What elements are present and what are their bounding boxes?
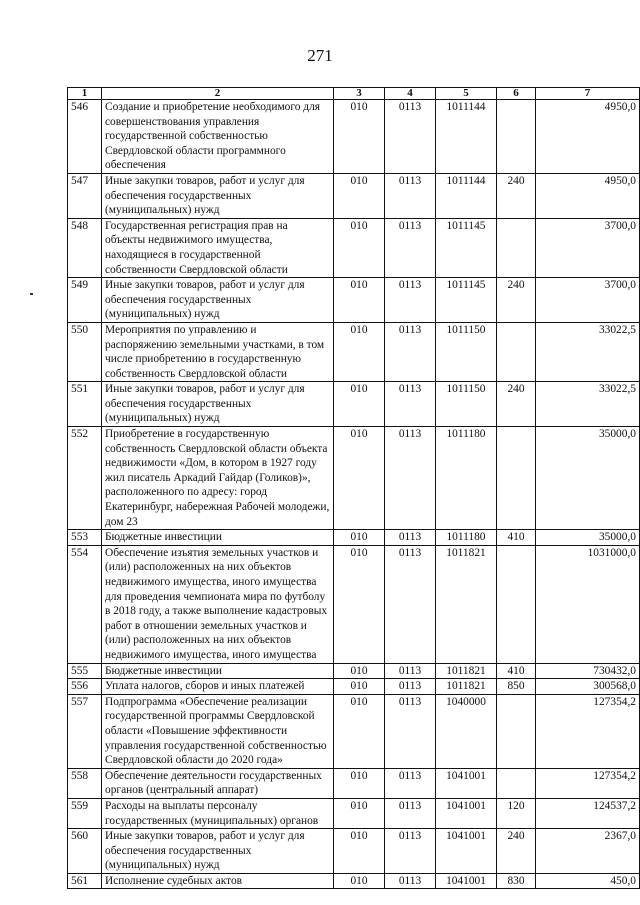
row-amount: 35000,0 xyxy=(536,427,640,530)
table-row xyxy=(68,382,640,427)
header-cell: 2 xyxy=(102,88,334,100)
row-amount: 127354,2 xyxy=(536,768,640,798)
row-code-3: 010 xyxy=(334,427,385,530)
row-code-4: 0113 xyxy=(385,322,436,381)
table-header-row xyxy=(68,88,640,100)
row-number: 548 xyxy=(68,218,102,277)
page-number: 271 xyxy=(307,46,333,65)
table-row xyxy=(68,322,640,381)
row-code-3: 010 xyxy=(334,798,385,828)
row-code-5: 1040000 xyxy=(436,694,497,768)
row-number: 557 xyxy=(68,694,102,768)
row-amount: 33022,5 xyxy=(536,322,640,381)
row-code-4: 0113 xyxy=(385,663,436,679)
row-code-5: 1011180 xyxy=(436,427,497,530)
row-code-4: 0113 xyxy=(385,873,436,889)
table-row xyxy=(68,829,640,874)
row-amount: 33022,5 xyxy=(536,382,640,427)
row-code-5: 1041001 xyxy=(436,829,497,874)
row-name: Бюджетные инвестиции xyxy=(102,530,334,546)
row-code-6 xyxy=(497,427,536,530)
row-name: Расходы на выплаты персоналу государственных (муниципальных) органов xyxy=(102,798,334,828)
row-code-6 xyxy=(497,218,536,277)
row-name: Приобретение в государственную собственность Свердловской области объекта недвижимости «Дом, в котором в 1927 году жил писатель Аркадий Гайдар (Голиков)», расположенного по адресу: город Екатеринбург, набережная Рабочей молодежи, дом 23 xyxy=(102,427,334,530)
header-cell: 7 xyxy=(536,88,640,100)
table-row xyxy=(68,545,640,663)
row-number: 560 xyxy=(68,829,102,874)
table-row xyxy=(68,798,640,828)
row-code-4: 0113 xyxy=(385,679,436,695)
header-cell: 6 xyxy=(497,88,536,100)
row-code-3: 010 xyxy=(334,278,385,323)
row-code-4: 0113 xyxy=(385,427,436,530)
table-row xyxy=(68,694,640,768)
row-code-6: 830 xyxy=(497,873,536,889)
row-code-6: 240 xyxy=(497,382,536,427)
row-code-4: 0113 xyxy=(385,829,436,874)
row-code-4: 0113 xyxy=(385,278,436,323)
row-number: 546 xyxy=(68,100,102,174)
table-row xyxy=(68,873,640,889)
row-code-6: 850 xyxy=(497,679,536,695)
row-name: Исполнение судебных актов xyxy=(102,873,334,889)
row-name: Обеспечение изъятия земельных участков и (или) расположенных на них объектов недвижимого имущества, иного имущества для проведения чемпионата мира по футболу в 2018 году, а также выполнение кадастровых работ в отношении земельных участков и (или) расположенных на них объектов недвижимого имущества, иного имущества xyxy=(102,545,334,663)
row-number: 551 xyxy=(68,382,102,427)
table-row xyxy=(68,663,640,679)
row-name: Иные закупки товаров, работ и услуг для обеспечения государственных (муниципальных) нужд xyxy=(102,278,334,323)
row-code-4: 0113 xyxy=(385,100,436,174)
row-number: 555 xyxy=(68,663,102,679)
row-code-5: 1011821 xyxy=(436,545,497,663)
row-code-4: 0113 xyxy=(385,768,436,798)
row-amount: 4950,0 xyxy=(536,100,640,174)
row-number: 554 xyxy=(68,545,102,663)
row-amount: 4950,0 xyxy=(536,173,640,218)
row-code-3: 010 xyxy=(334,663,385,679)
row-code-3: 010 xyxy=(334,829,385,874)
row-name: Уплата налогов, сборов и иных платежей xyxy=(102,679,334,695)
row-code-6 xyxy=(497,545,536,663)
row-code-5: 1041001 xyxy=(436,768,497,798)
row-amount: 2367,0 xyxy=(536,829,640,874)
row-code-6: 410 xyxy=(497,530,536,546)
row-amount: 3700,0 xyxy=(536,218,640,277)
row-name: Бюджетные инвестиции xyxy=(102,663,334,679)
table-row xyxy=(68,679,640,695)
row-name: Подпрограмма «Обеспечение реализации государственной программы Свердловской области «Повышение эффективности управления государственной собственностью Свердловской области до 2020 года» xyxy=(102,694,334,768)
row-code-4: 0113 xyxy=(385,218,436,277)
row-code-4: 0113 xyxy=(385,173,436,218)
scan-mark xyxy=(30,293,33,295)
table-row xyxy=(68,278,640,323)
row-code-6: 240 xyxy=(497,829,536,874)
header-cell: 4 xyxy=(385,88,436,100)
row-amount: 450,0 xyxy=(536,873,640,889)
row-code-5: 1011150 xyxy=(436,382,497,427)
row-amount: 127354,2 xyxy=(536,694,640,768)
row-code-4: 0113 xyxy=(385,694,436,768)
row-number: 558 xyxy=(68,768,102,798)
row-number: 559 xyxy=(68,798,102,828)
row-number: 556 xyxy=(68,679,102,695)
row-amount: 300568,0 xyxy=(536,679,640,695)
row-code-6 xyxy=(497,768,536,798)
row-code-5: 1011821 xyxy=(436,679,497,695)
row-code-5: 1011145 xyxy=(436,278,497,323)
row-amount: 124537,2 xyxy=(536,798,640,828)
row-number: 553 xyxy=(68,530,102,546)
row-code-5: 1041001 xyxy=(436,873,497,889)
table-row xyxy=(68,173,640,218)
row-code-5: 1011180 xyxy=(436,530,497,546)
header-cell: 1 xyxy=(68,88,102,100)
row-code-4: 0113 xyxy=(385,545,436,663)
row-code-5: 1011150 xyxy=(436,322,497,381)
row-name: Мероприятия по управлению и распоряжению земельными участками, в том числе приобретению в государственную собственность Свердловской области xyxy=(102,322,334,381)
row-code-4: 0113 xyxy=(385,530,436,546)
row-code-5: 1011144 xyxy=(436,173,497,218)
row-code-3: 010 xyxy=(334,530,385,546)
budget-table xyxy=(67,87,640,889)
table-row xyxy=(68,218,640,277)
row-code-6: 240 xyxy=(497,173,536,218)
row-code-3: 010 xyxy=(334,679,385,695)
row-amount: 730432,0 xyxy=(536,663,640,679)
header-cell: 3 xyxy=(334,88,385,100)
row-code-4: 0113 xyxy=(385,798,436,828)
row-code-6 xyxy=(497,694,536,768)
row-code-5: 1011145 xyxy=(436,218,497,277)
row-code-6: 240 xyxy=(497,278,536,323)
row-code-3: 010 xyxy=(334,173,385,218)
row-code-5: 1011144 xyxy=(436,100,497,174)
row-code-3: 010 xyxy=(334,218,385,277)
row-code-6: 410 xyxy=(497,663,536,679)
table-row xyxy=(68,100,640,174)
row-number: 547 xyxy=(68,173,102,218)
row-code-6 xyxy=(497,100,536,174)
row-code-6 xyxy=(497,322,536,381)
row-number: 561 xyxy=(68,873,102,889)
table-row xyxy=(68,768,640,798)
row-name: Иные закупки товаров, работ и услуг для обеспечения государственных (муниципальных) нужд xyxy=(102,829,334,874)
row-code-3: 010 xyxy=(334,100,385,174)
row-code-3: 010 xyxy=(334,873,385,889)
header-cell: 5 xyxy=(436,88,497,100)
row-amount: 1031000,0 xyxy=(536,545,640,663)
row-code-5: 1011821 xyxy=(436,663,497,679)
row-name: Иные закупки товаров, работ и услуг для обеспечения государственных (муниципальных) нужд xyxy=(102,382,334,427)
row-amount: 35000,0 xyxy=(536,530,640,546)
row-name: Государственная регистрация прав на объекты недвижимого имущества, находящиеся в государственной собственности Свердловской области xyxy=(102,218,334,277)
row-amount: 3700,0 xyxy=(536,278,640,323)
row-code-3: 010 xyxy=(334,694,385,768)
row-code-3: 010 xyxy=(334,322,385,381)
row-name: Создание и приобретение необходимого для совершенствования управления государственной собственностью Свердловской области программного обеспечения xyxy=(102,100,334,174)
row-number: 550 xyxy=(68,322,102,381)
row-code-3: 010 xyxy=(334,545,385,663)
row-name: Обеспечение деятельности государственных органов (центральный аппарат) xyxy=(102,768,334,798)
row-code-3: 010 xyxy=(334,382,385,427)
row-name: Иные закупки товаров, работ и услуг для обеспечения государственных (муниципальных) нужд xyxy=(102,173,334,218)
row-code-3: 010 xyxy=(334,768,385,798)
row-code-5: 1041001 xyxy=(436,798,497,828)
table-row xyxy=(68,427,640,530)
row-number: 552 xyxy=(68,427,102,530)
row-code-4: 0113 xyxy=(385,382,436,427)
row-number: 549 xyxy=(68,278,102,323)
row-code-6: 120 xyxy=(497,798,536,828)
table-row xyxy=(68,530,640,546)
